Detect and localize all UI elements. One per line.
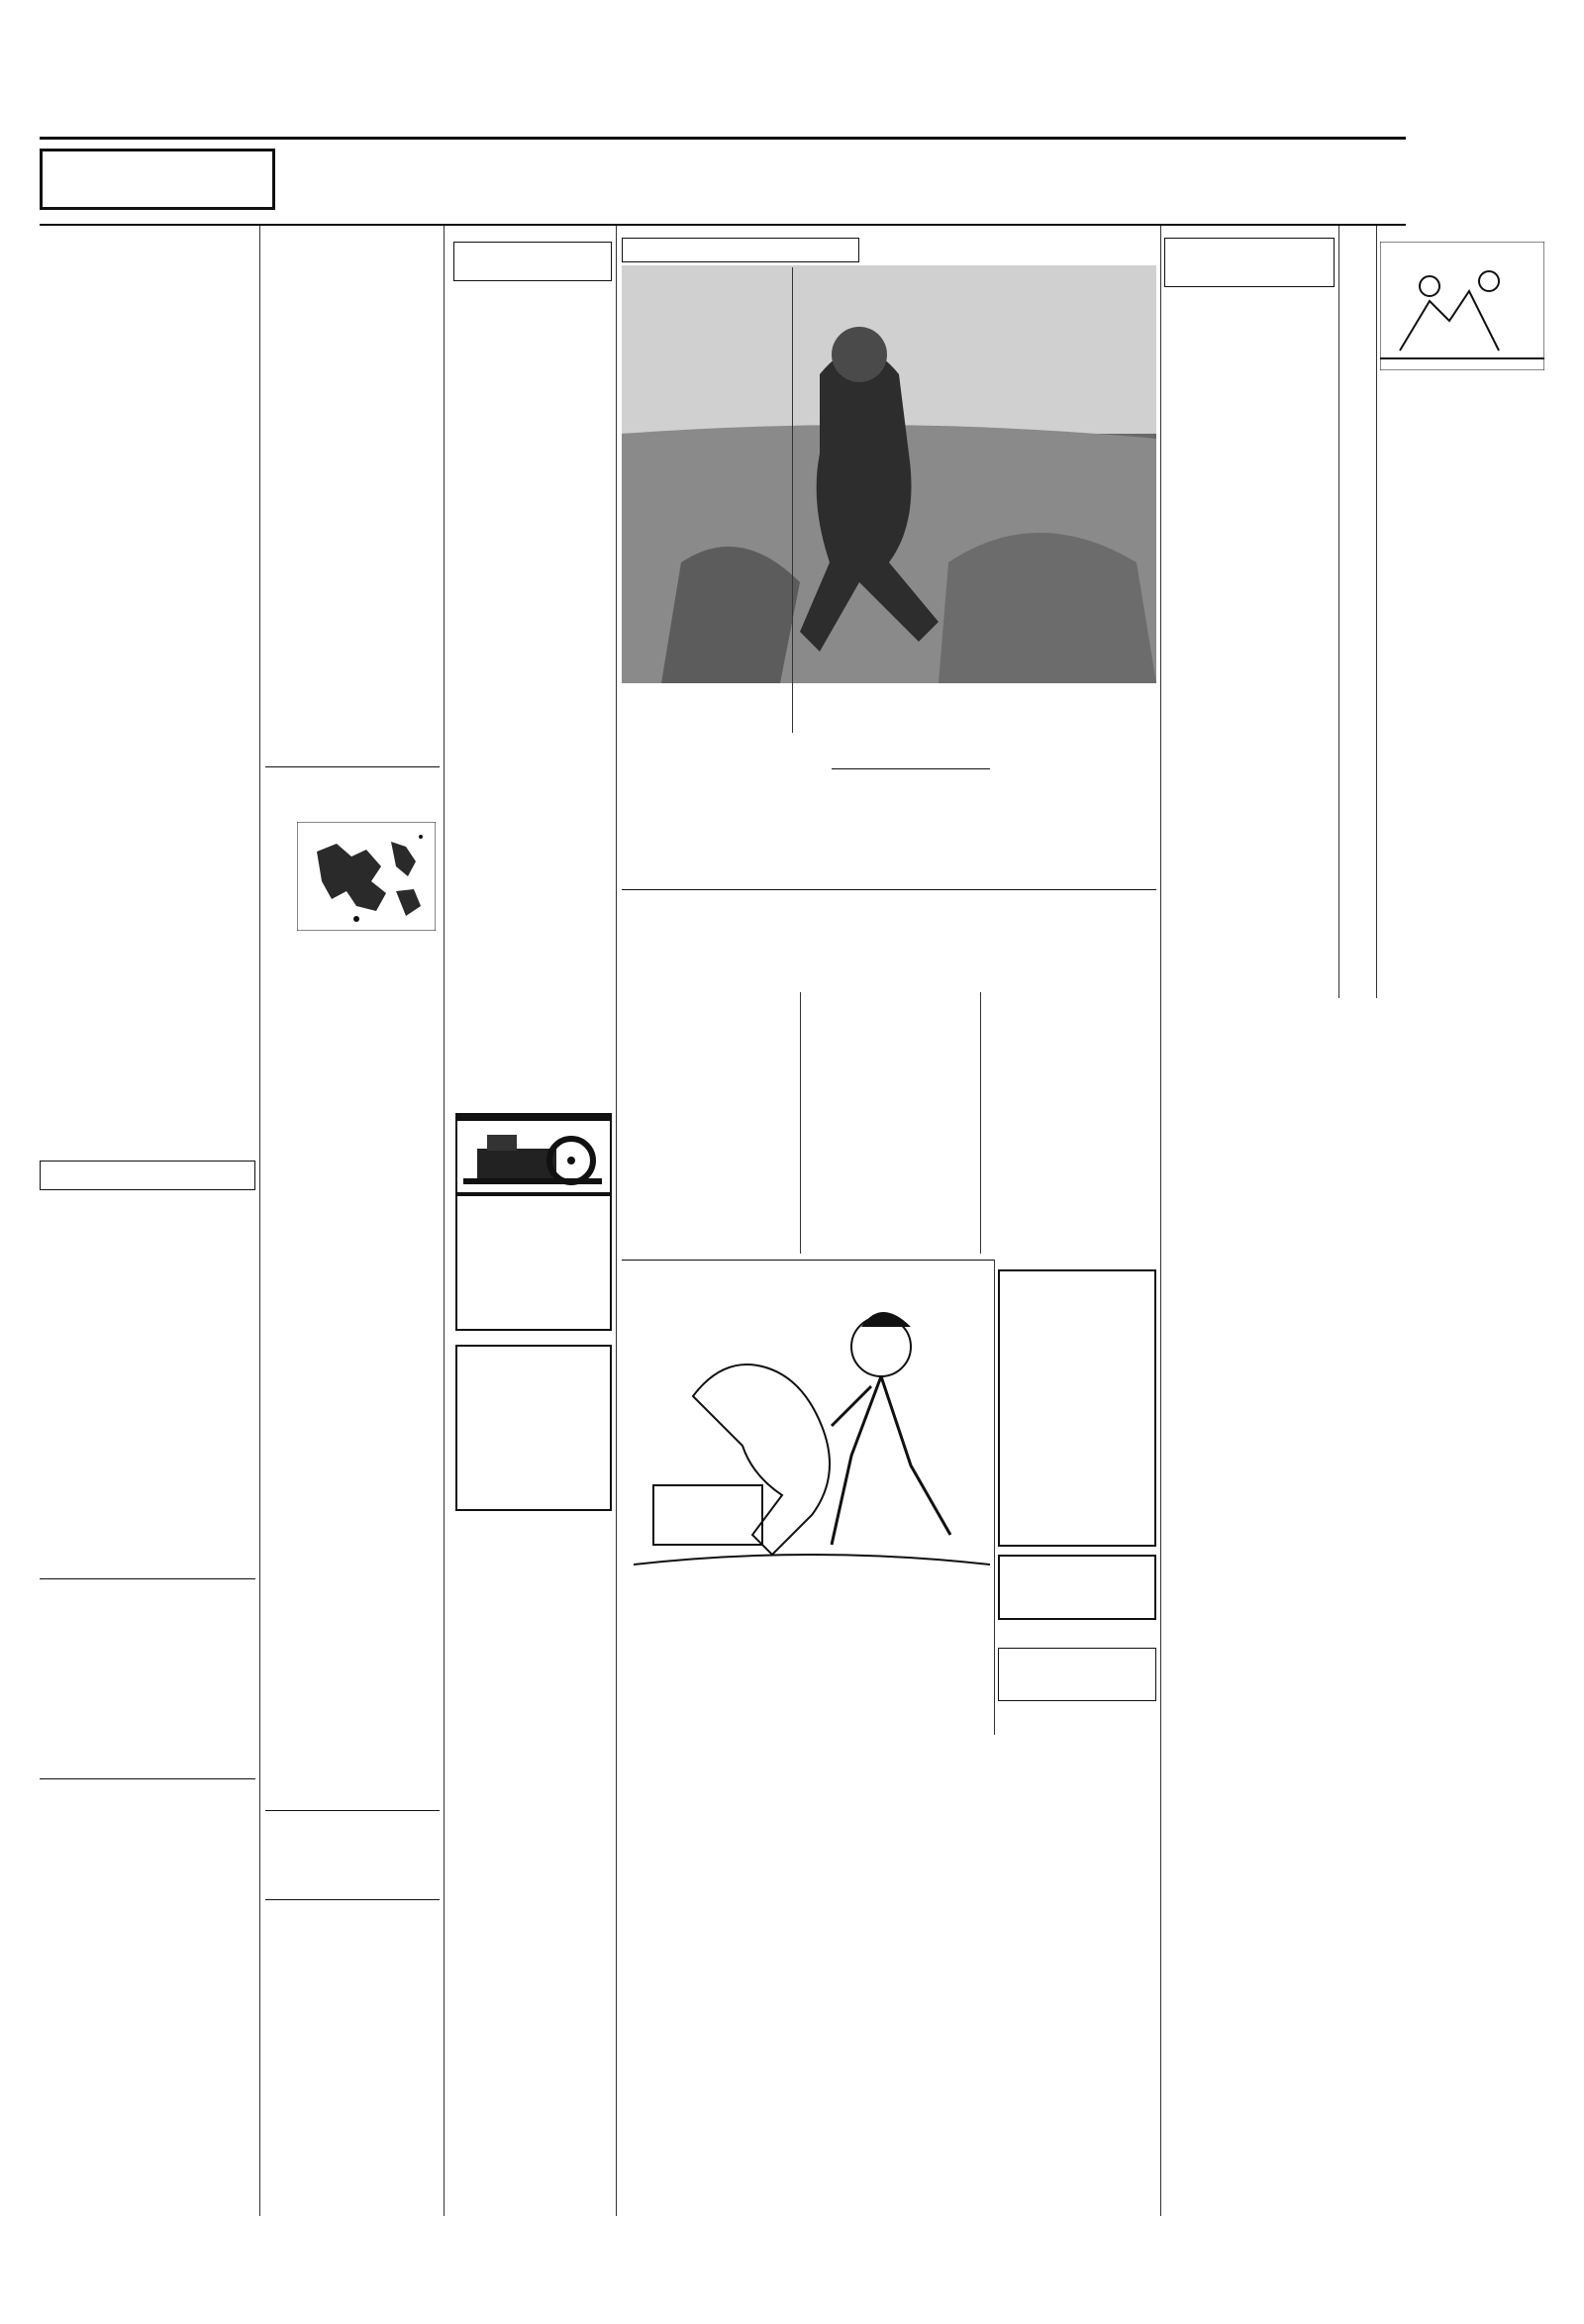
ad-rule: [40, 1578, 255, 1579]
kino-b-listing: [40, 594, 255, 998]
bus-ad: [998, 1648, 1156, 1701]
column-rule: [444, 226, 445, 2216]
column-rule: [800, 992, 801, 1254]
beach-photo-figure: [622, 265, 1156, 683]
pharmacy-box: [455, 1345, 612, 1511]
finals-rule: [622, 889, 1156, 890]
section-title-box: [40, 149, 275, 210]
col2-rule-2: [265, 1810, 440, 1811]
geo-map: [297, 822, 436, 931]
church-ad: [998, 1269, 1156, 1547]
column-rule: [1160, 226, 1161, 2216]
engine-ad-address: [457, 1192, 610, 1196]
engine-ad: [455, 1113, 612, 1331]
column-rule: [616, 226, 617, 2216]
pro-50-box: [1170, 147, 1408, 226]
bariete-listing: [40, 416, 255, 499]
kino-a-listing: [40, 531, 255, 578]
column-rule: [792, 267, 793, 733]
photo-caption: [624, 687, 1154, 725]
finals-text-col2: [804, 992, 978, 1131]
radio-program: [40, 1242, 255, 1440]
world-text-2: [1164, 606, 1335, 982]
masthead-rule: [40, 224, 1406, 226]
crossword-solution: [265, 1557, 440, 1664]
column-rule: [980, 992, 981, 1254]
radio-box: [40, 1161, 255, 1190]
column-rule: [259, 226, 260, 2216]
thriskeft-text: [451, 1034, 612, 1103]
finals-text-col1: [624, 992, 798, 1254]
col2-rule-3: [265, 1899, 440, 1900]
column-rule: [1338, 226, 1339, 998]
market-text: [624, 749, 787, 778]
poem-rule: [832, 768, 990, 769]
ad-rule-2: [40, 1778, 255, 1779]
col2-article: [265, 289, 440, 747]
melpan-illustration: [634, 1277, 990, 1574]
world-box: [1164, 238, 1335, 287]
dorea-text: [451, 873, 612, 939]
humor-column: [1380, 238, 1544, 374]
ad-rule: [622, 1260, 994, 1261]
world-title: [1165, 239, 1334, 241]
photo-title-box: [622, 238, 859, 262]
cartoon: [1380, 242, 1544, 370]
engine-illustration: [457, 1121, 610, 1190]
nea-text: [998, 1725, 1156, 1796]
crossword-clues: [265, 1386, 440, 1553]
lyseis-text: [265, 1159, 440, 1212]
church-ad-text: [1006, 1277, 1148, 1426]
radio-intro: [40, 1196, 255, 1218]
theatra-listing: [40, 250, 255, 398]
peiraios-listing: [40, 1018, 255, 1153]
penies-box: [453, 242, 612, 281]
section-banner: [277, 137, 1168, 236]
aerion-text: [451, 957, 612, 1016]
panig-text: [265, 1699, 440, 1804]
beach-photo: [622, 265, 1156, 683]
finals-text-4: [984, 1006, 1154, 1254]
geo-text: [265, 1052, 440, 1141]
penies-text: [451, 289, 612, 854]
geo-questions: [265, 935, 440, 1034]
column-rule: [994, 1260, 995, 1735]
editor-legal: [40, 1448, 255, 1469]
col2-rule: [265, 766, 440, 767]
finals-text-3: [804, 1149, 978, 1248]
column-rule: [1376, 226, 1377, 998]
world-text: [1164, 293, 1335, 600]
ice-ad: [998, 1555, 1156, 1620]
crossword-grid[interactable]: [289, 1254, 416, 1380]
